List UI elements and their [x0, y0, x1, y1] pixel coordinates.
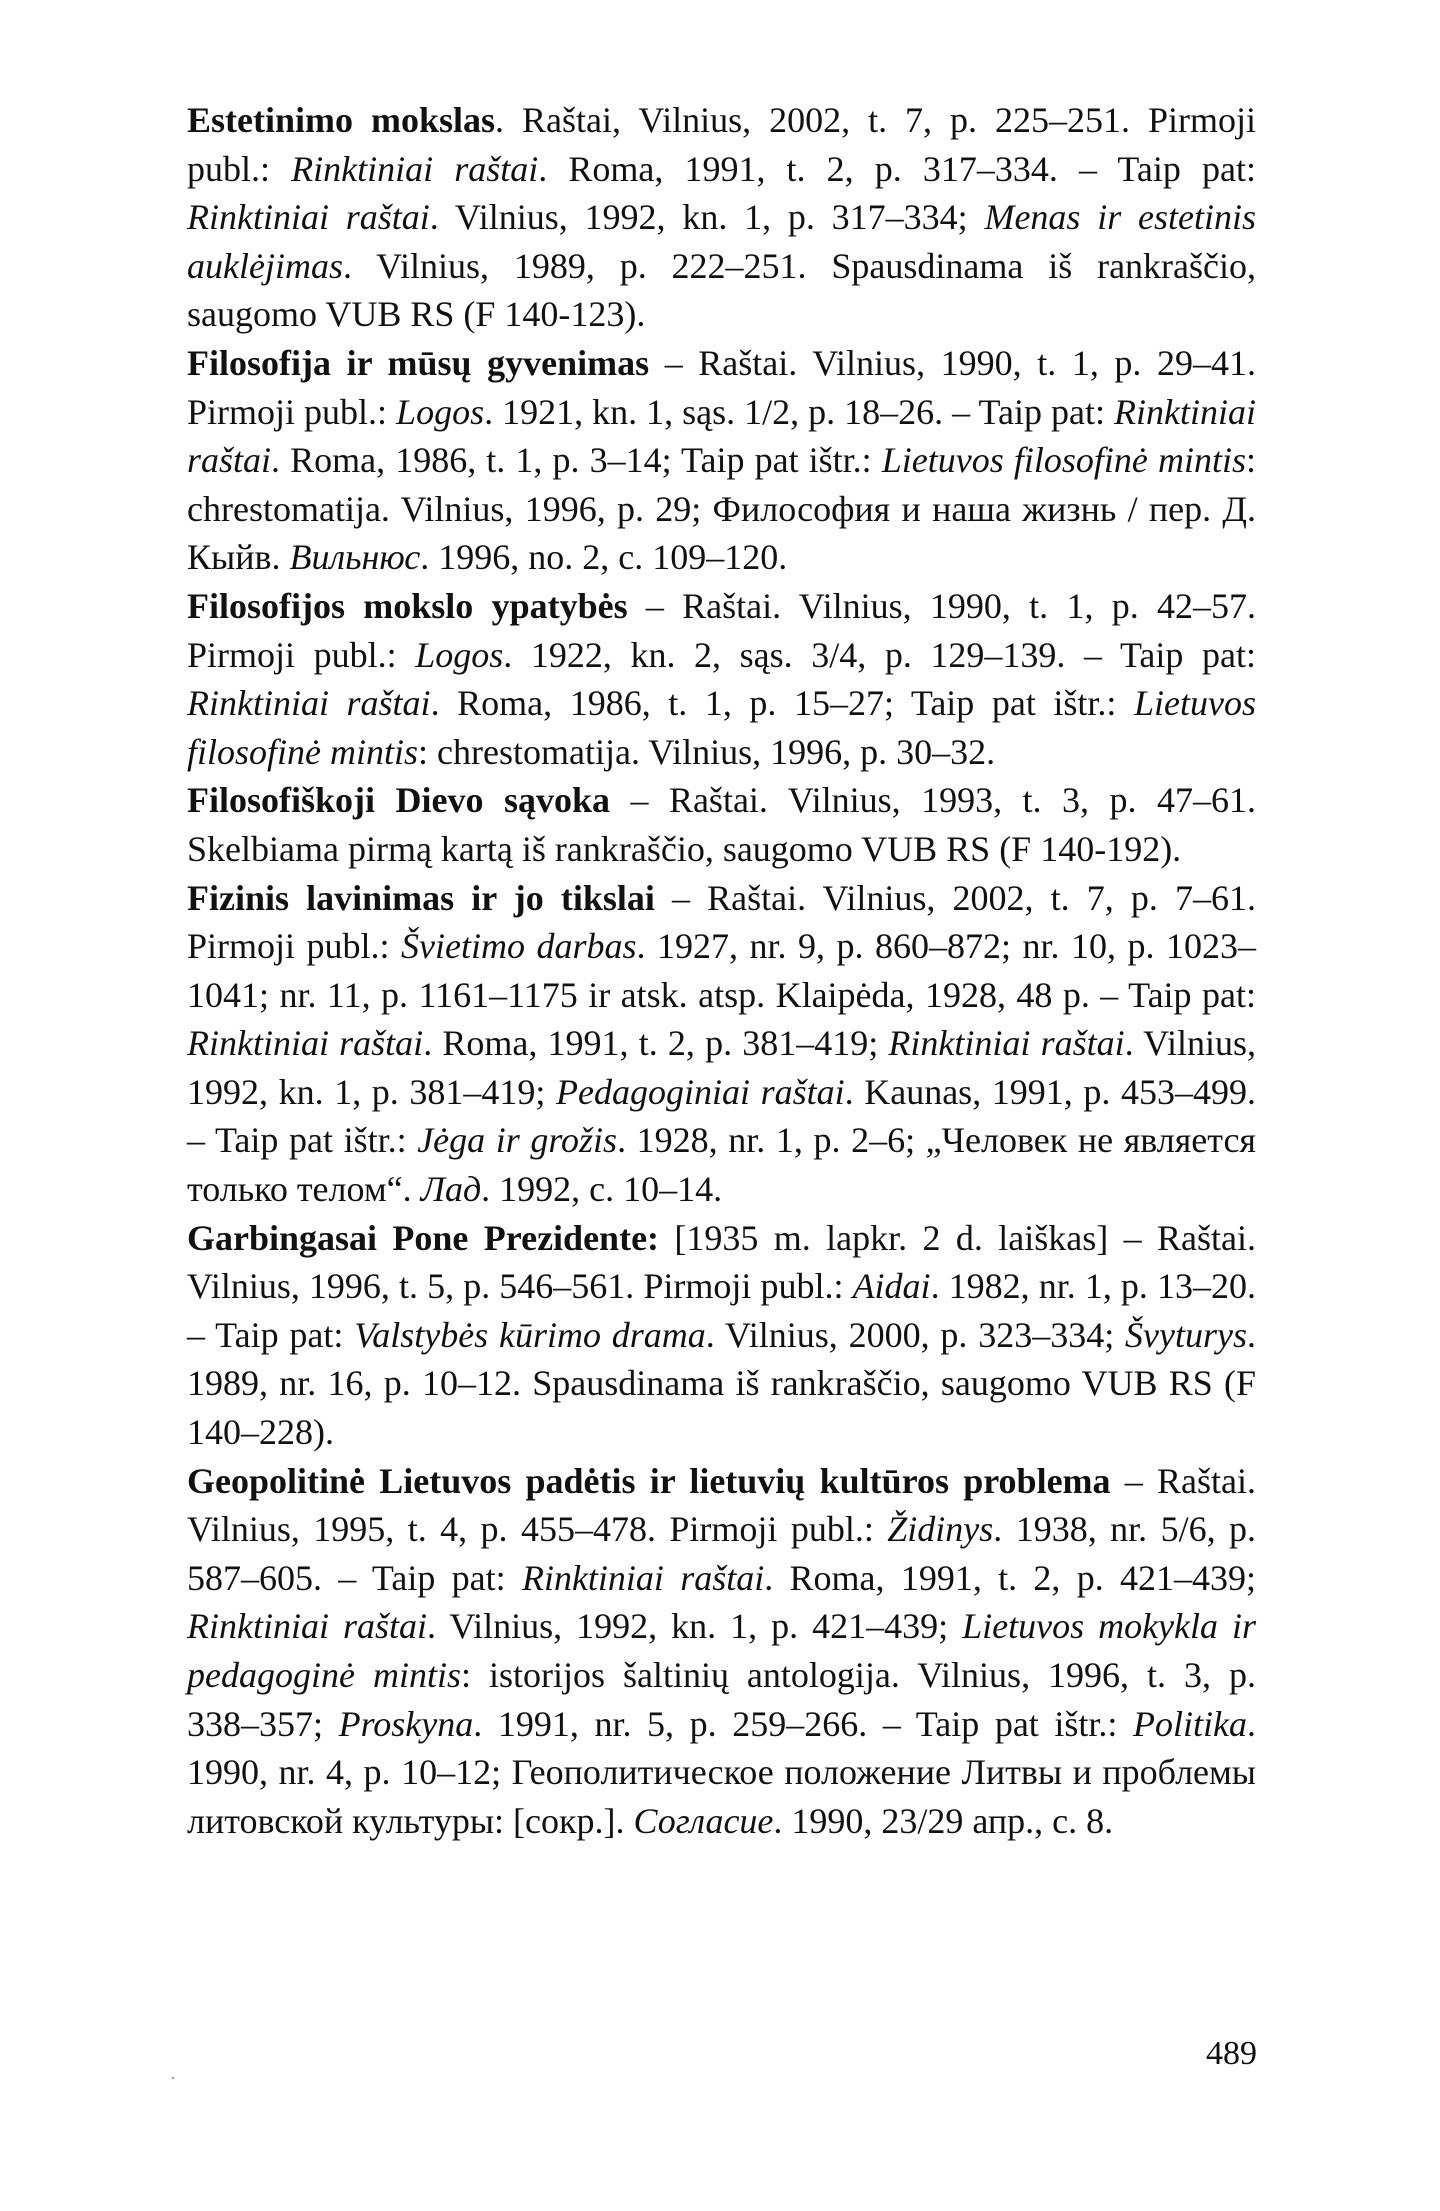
italic-citation: Švyturys [1125, 1314, 1247, 1355]
citation-text: – Raštai. Vilnius, 1993, t. 3, p. 47–61. Skelbiama pirmą kartą iš rankraščio, saugomo VUB RS (F 140-192). [187, 780, 1256, 869]
italic-citation: Politika [1133, 1703, 1247, 1744]
italic-citation: Rinktiniai raštai [187, 683, 431, 724]
bibliography-entry [187, 776, 1256, 873]
citation-text: : chrestomatija. Vilnius, 1996, p. 29; Философия и наша жизнь / пер. Д. Кыйв. [187, 440, 1256, 578]
italic-citation: Lietuvos mokykla ir pedagoginė mintis [187, 1606, 1256, 1695]
citation-text: . Kaunas, 1991, p. 453–499. – Taip pat ištr.: [187, 1071, 1256, 1161]
italic-citation: Вильнюс [289, 537, 421, 578]
italic-citation: Rinktiniai raštai [187, 197, 430, 238]
citation-text: . Roma, 1991, t. 2, p. 317–334. – Taip pat: [538, 148, 1256, 189]
entry-title: Fizinis lavinimas ir jo tikslai [187, 877, 655, 918]
bibliography-entry [187, 339, 1256, 582]
italic-citation: Menas ir estetinis auklėjimas [187, 197, 1257, 286]
italic-citation: Valstybės kūrimo drama [354, 1314, 706, 1355]
citation-text: – Raštai. Vilnius, 1990, t. 1, p. 42–57. Pirmoji publ.: [187, 585, 1256, 675]
citation-text: . 1927, nr. 9, p. 860–872; nr. 10, p. 1023–1041; nr. 11, p. 1161–1175 ir atsk. atsp. Klaipėda, 1928, 48 p. – Taip pat: [187, 926, 1256, 1015]
citation-text: : istorijos šaltinių antologija. Vilnius, 1996, t. 3, p. 338–357; [187, 1655, 1256, 1744]
italic-citation: Rinktiniai raštai [291, 148, 539, 189]
italic-citation: Rinktiniai raštai [888, 1023, 1125, 1064]
italic-citation: Rinktiniai raštai [187, 391, 1256, 481]
citation-text: . 1922, kn. 2, sąs. 3/4, p. 129–139. – Taip pat: [503, 634, 1256, 675]
citation-text: . Vilnius, 1992, kn. 1, p. 381–419; [187, 1023, 1256, 1112]
citation-text: : chrestomatija. Vilnius, 1996, p. 30–32. [418, 731, 996, 772]
page-number: 489 [1206, 2035, 1257, 2072]
italic-citation: Rinktiniai raštai [187, 1023, 424, 1064]
bibliography-entry [187, 582, 1256, 776]
italic-citation: Švietimo darbas [401, 926, 637, 967]
citation-text: . Roma, 1986, t. 1, p. 15–27; Taip pat ištr.: [430, 683, 1134, 724]
entry-title: Estetinimo mokslas [187, 100, 495, 140]
italic-citation: Aidai [852, 1266, 931, 1307]
citation-text: . 1989, nr. 16, p. 10–12. Spausdinama iš rankraščio, saugomo VUB RS (F 140–228). [187, 1314, 1256, 1453]
italic-citation: Jėga ir grožis [417, 1120, 618, 1161]
entry-title: Garbingasai Pone Prezidente: [187, 1217, 660, 1258]
italic-citation: Logos [396, 391, 485, 432]
citation-text: . Roma, 1986, t. 1, p. 3–14; Taip pat ištr.: [271, 440, 882, 481]
bibliography-entry [187, 96, 1256, 339]
citation-text: – Raštai. Vilnius, 1990, t. 1, p. 29–41. Pirmoji publ.: [187, 342, 1257, 432]
citation-text: – Raštai. Vilnius, 2002, t. 7, p. 7–61. Pirmoji publ.: [187, 877, 1257, 967]
entry-title: Filosofijos mokslo ypatybės [187, 585, 628, 626]
italic-citation: Rinktiniai raštai [521, 1557, 765, 1598]
bibliography-entry [187, 1457, 1256, 1846]
citation-text: . 1990, nr. 4, p. 10–12; Геополитическое положение Литвы и проблемы литовской культуры: [сокр.]. [187, 1703, 1256, 1841]
citation-text: . Roma, 1991, t. 2, p. 421–439; [764, 1557, 1256, 1598]
entry-title: Filosofiškoji Dievo sąvoka [187, 780, 610, 821]
italic-citation: Lietuvos filosofinė mintis [881, 440, 1246, 481]
citation-text: . 1992, c. 10–14. [481, 1169, 723, 1210]
italic-citation: Согласие [633, 1800, 774, 1841]
citation-text: . Vilnius, 1989, p. 222–251. Spausdinama iš rankraščio, saugomo VUB RS (F 140-123). [187, 245, 1256, 335]
entry-title: Filosofija ir mūsų gyvenimas [187, 342, 650, 383]
italic-citation: Pedagoginiai raštai [556, 1071, 845, 1112]
entry-title: Geopolitinė Lietuvos padėtis ir lietuvių kultūros problema [187, 1460, 1111, 1501]
citation-text: [1935 m. lapkr. 2 d. laiškas] – Raštai. Vilnius, 1996, t. 5, p. 546–561. Pirmoji publ.: [187, 1217, 1256, 1307]
bibliography-entry [187, 874, 1256, 1214]
italic-citation: Лад [420, 1169, 482, 1210]
citation-text: . 1938, nr. 5/6, p. 587–605. – Taip pat: [187, 1509, 1256, 1598]
citation-text: . 1921, kn. 1, sąs. 1/2, p. 18–26. – Taip pat: [484, 391, 1114, 432]
italic-citation: Lietuvos filosofinė mintis [187, 683, 1256, 772]
citation-text: . 1991, nr. 5, p. 259–266. – Taip pat ištr.: [473, 1703, 1134, 1744]
citation-text: . 1996, no. 2, c. 109–120. [420, 537, 788, 578]
print-speck [172, 2077, 174, 2079]
italic-citation: Rinktiniai raštai [187, 1606, 427, 1647]
italic-citation: Proskyna [338, 1703, 474, 1744]
citation-text: . 1982, nr. 1, p. 13–20. – Taip pat: [187, 1266, 1256, 1355]
citation-text: . Roma, 1991, t. 2, p. 381–419; [423, 1023, 889, 1064]
citation-text: . Vilnius, 1992, kn. 1, p. 421–439; [427, 1606, 963, 1647]
bibliography-page [187, 96, 1256, 1845]
citation-text: . Vilnius, 1992, kn. 1, p. 317–334; [429, 197, 985, 238]
citation-text: . Raštai, Vilnius, 2002, t. 7, p. 225–251. Pirmoji publ.: [187, 100, 1256, 189]
italic-citation: Židinys [887, 1509, 994, 1550]
citation-text: – Raštai. Vilnius, 1995, t. 4, p. 455–478. Pirmoji publ.: [187, 1460, 1257, 1550]
italic-citation: Logos [415, 634, 504, 675]
citation-text: . 1990, 23/29 апр., c. 8. [773, 1800, 1114, 1841]
citation-text: . 1928, nr. 1, p. 2–6; „Человек не является только телом“. [187, 1120, 1256, 1210]
bibliography-entry [187, 1214, 1256, 1457]
citation-text: . Vilnius, 2000, p. 323–334; [705, 1314, 1126, 1355]
